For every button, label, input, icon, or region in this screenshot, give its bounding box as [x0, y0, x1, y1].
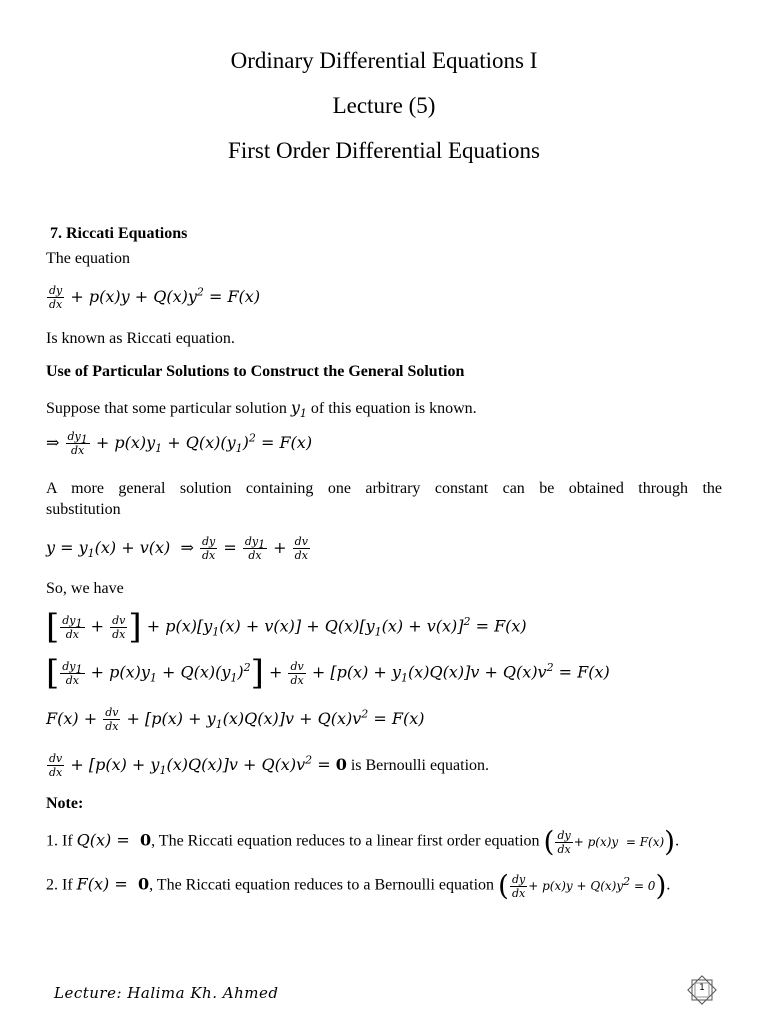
derivation-step-1: [ $\frac{dy_1}{dx}$ + $\frac{dv}{dx}$ ] + $p(x)[y_1(x) + v(x)] + Q(x)[y_1(x) + v(x)]^2 = F(x)$ — [46, 607, 527, 647]
section-heading: 7. Riccati Equations — [50, 225, 188, 242]
note-label: Note: — [46, 795, 84, 812]
bernoulli-equation: $\frac{dv}{dx}$ + $[p(x) + y_1(x)Q(x)]v + Q(x)v^2 = 0$ is Bernoulli equation. — [49, 752, 490, 779]
riccati-equation: $\frac{dy}{dx}$ + $p(x)y + Q(x)y^2 = F(x)$ — [49, 284, 261, 311]
general-solution-text-2: substitution — [46, 501, 121, 518]
particular-solution-equation: ⇒ $\frac{dy_1}{dx}$ + $p(x)y_1 + Q(x)(y_1)^2 = F(x)$ — [46, 430, 313, 457]
page-number-badge — [686, 974, 718, 1006]
lecturer-signature: Lecture: Halima Kh. Ahmed — [54, 984, 279, 1002]
derivation-step-3: F(x) + $\frac{dv}{dx}$ + $[p(x) + y_1(x)Q(x)]v + Q(x)v^2 = F(x)$ — [46, 706, 425, 733]
lecture-topic: First Order Differential Equations — [228, 138, 540, 163]
note-2: 2. If F(x) = 0, The Riccati equation reduces to a Bernoulli equation ( $\frac{dy}{dx}$ + $p(x)y + Q(x)y^2 = 0$). — [46, 869, 671, 902]
document-title: Ordinary Differential Equations I — [230, 48, 538, 73]
subheading: Use of Particular Solutions to Construct the General Solution — [46, 363, 465, 380]
page-number: 1 — [699, 983, 705, 993]
note-1: 1. If Q(x) = 0, The Riccati equation reduces to a linear first order equation ( $\frac{dy}{dx}$ + p(x)y = F(x)). — [46, 825, 680, 858]
general-solution-text-1: A more general solution containing one arbitrary constant can be obtained through the — [46, 480, 722, 497]
substitution-equation: $y = y_1(x) + v(x)$ ⇒ $\frac{dy}{dx}$ = $\frac{dy_1}{dx}$ + $\frac{dv}{dx}$ — [46, 535, 308, 562]
derivation-step-2: [ $\frac{dy_1}{dx}$ + $p(x)y_1 + Q(x)(y_1)^2$] + $\frac{dv}{dx}$ + $[p(x) + y_1(x)Q(x)]v + Q(x)v^2 = F(x)$ — [46, 653, 610, 693]
suppose-text: Suppose that some particular solution $y_1$ of this equation is known. — [46, 398, 477, 421]
intro-text: The equation — [46, 250, 130, 267]
lecture-number: Lecture (5) — [332, 93, 436, 118]
so-we-have-text: So, we have — [46, 580, 124, 597]
known-as-text: Is known as Riccati equation. — [46, 330, 235, 347]
